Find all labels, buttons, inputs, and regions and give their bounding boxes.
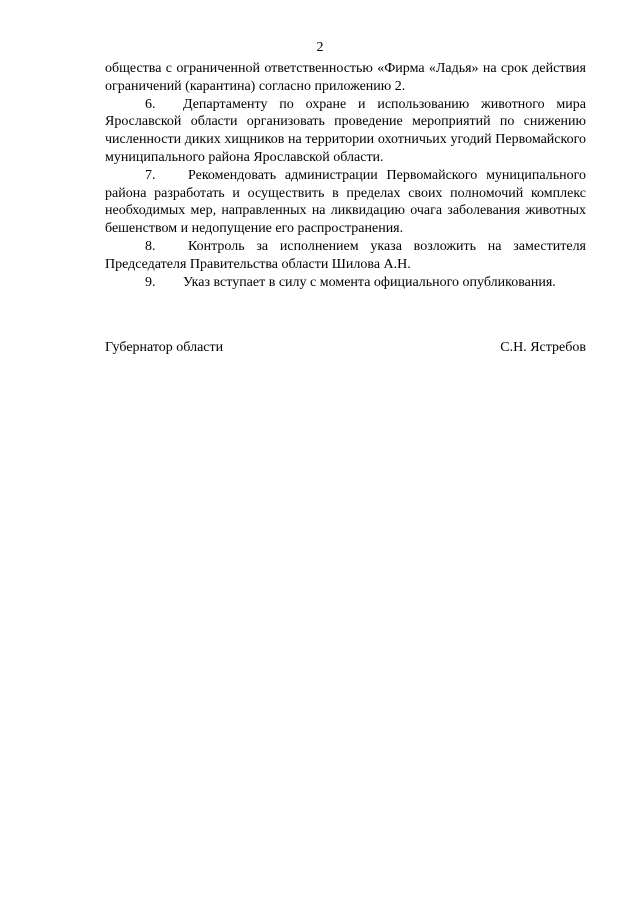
- item-number: 9.: [145, 274, 156, 290]
- item-text: Указ вступает в силу с момента официального опубликования.: [183, 274, 556, 290]
- item-number: 6.: [145, 96, 156, 112]
- signatory-name: С.Н. Ястребов: [500, 340, 586, 355]
- paragraph-item-7: [105, 167, 586, 238]
- item-number: 7.: [145, 167, 156, 183]
- document-body: [105, 60, 586, 291]
- signatory-title: Губернатор области: [105, 340, 224, 355]
- continuation-paragraph: общества с ограниченной ответственностью «Фирма «Ладья» на срок действия ограничений (карантина) согласно приложению 2.: [105, 61, 586, 94]
- paragraph-item-6: [105, 96, 586, 167]
- item-text: Контроль за исполнением указа возложить на заместителя Председателя Правительства области Шилова А.Н.: [105, 238, 586, 272]
- item-text: Рекомендовать администрации Первомайского муниципального района разработать и осуществить в пределах своих полномочий комплекс необходимых мер, направленных на ликвидацию очага заболевания животных бешенством и недопущение его распространения.: [105, 167, 586, 237]
- item-text: Департаменту по охране и использованию животного мира Ярославской области организовать проведение мероприятий по снижению численности диких хищников на территории охотничьих угодий Первомайского муниципального района Ярославской области.: [105, 96, 586, 165]
- item-number: 8.: [145, 238, 156, 254]
- paragraph-item-8: [105, 238, 586, 274]
- paragraph-item-9: [105, 274, 586, 292]
- page-number: 2: [316, 40, 324, 55]
